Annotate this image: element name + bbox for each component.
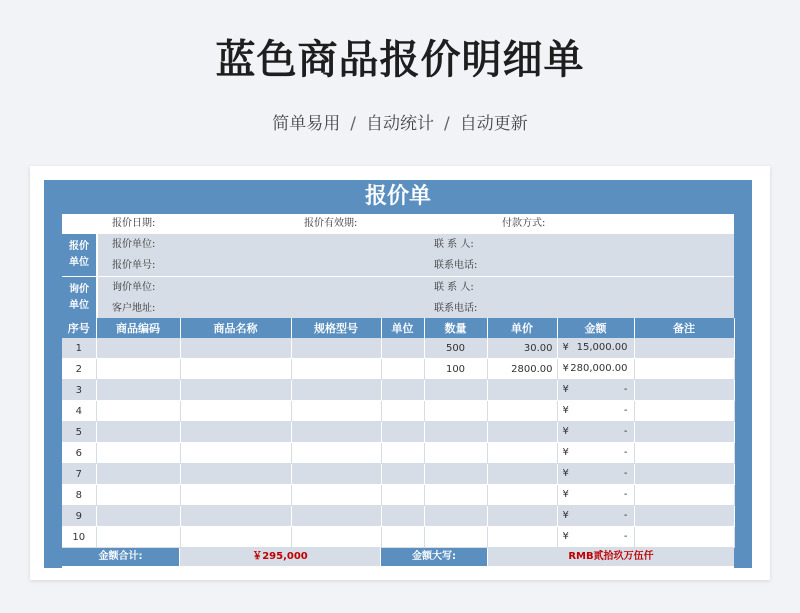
cell-price[interactable] xyxy=(487,506,557,527)
col-header-no: 序号 xyxy=(62,318,96,338)
cell-price[interactable] xyxy=(487,401,557,422)
cell-remark[interactable] xyxy=(634,506,734,527)
cell-spec[interactable] xyxy=(291,359,381,380)
table-row xyxy=(62,359,734,380)
currency-symbol: ¥ xyxy=(562,531,569,542)
valid-period-label[interactable]: 报价有效期: xyxy=(304,218,358,229)
table-row xyxy=(62,401,734,422)
cell-amount[interactable] xyxy=(557,485,634,506)
subtitle-auto-update: 自动更新 xyxy=(459,114,528,134)
cell-name[interactable] xyxy=(180,443,291,464)
cell-amount[interactable] xyxy=(557,527,634,548)
sheet-body xyxy=(62,214,734,568)
amount-value: 280,000.00 xyxy=(570,363,628,374)
inquiry-unit-label[interactable]: 询价单位: xyxy=(112,282,156,293)
cell-remark[interactable] xyxy=(634,338,734,359)
cell-amount[interactable] xyxy=(557,506,634,527)
cell-price[interactable] xyxy=(487,464,557,485)
cell-price[interactable]: 30.00 xyxy=(487,338,557,359)
quote-unit-side-label: 报价 单位 xyxy=(62,234,96,276)
cell-amount[interactable] xyxy=(557,359,634,380)
cell-code[interactable] xyxy=(96,443,180,464)
currency-symbol: ¥ xyxy=(562,342,569,353)
table-row xyxy=(62,422,734,443)
cell-qty[interactable] xyxy=(424,506,487,527)
cell-unit[interactable] xyxy=(381,380,424,401)
currency-symbol: ¥ xyxy=(562,468,569,479)
cell-amount[interactable] xyxy=(557,380,634,401)
cell-unit[interactable] xyxy=(381,443,424,464)
phone-label[interactable]: 联系电话: xyxy=(434,303,478,314)
currency-symbol: ¥ xyxy=(562,426,569,437)
cell-no[interactable]: 8 xyxy=(62,485,96,506)
cell-no[interactable]: 9 xyxy=(62,506,96,527)
quote-no-label[interactable]: 报价单号: xyxy=(112,260,156,271)
amount-value: - xyxy=(623,531,628,542)
cell-qty[interactable] xyxy=(424,380,487,401)
total-value[interactable]: ￥295,000 xyxy=(180,548,380,566)
cell-remark[interactable] xyxy=(634,422,734,443)
quote-meta-row xyxy=(62,214,734,234)
quote-no-line xyxy=(98,255,734,276)
col-header-unit: 单位 xyxy=(381,318,424,338)
cell-name[interactable] xyxy=(180,422,291,443)
cell-qty[interactable] xyxy=(424,443,487,464)
table-row xyxy=(62,443,734,464)
cell-spec[interactable] xyxy=(291,338,381,359)
cell-code[interactable] xyxy=(96,422,180,443)
cell-qty[interactable] xyxy=(424,464,487,485)
cell-unit[interactable] xyxy=(381,338,424,359)
cell-remark[interactable] xyxy=(634,380,734,401)
col-header-code: 商品编码 xyxy=(96,318,180,338)
total-label: 金额合计: xyxy=(62,548,179,566)
cell-amount[interactable] xyxy=(557,464,634,485)
cell-spec[interactable] xyxy=(291,464,381,485)
inquiry-unit-block xyxy=(62,277,734,319)
amount-value: - xyxy=(623,405,628,416)
amount-in-words-label: 金额大写: xyxy=(381,548,487,566)
cell-name[interactable] xyxy=(180,506,291,527)
page-title: 蓝色商品报价明细单 xyxy=(215,37,585,83)
cell-remark[interactable] xyxy=(634,401,734,422)
currency-symbol: ¥ xyxy=(562,510,569,521)
subtitle xyxy=(0,112,800,136)
inquiry-unit-line xyxy=(98,277,734,298)
cell-no[interactable]: 3 xyxy=(62,380,96,401)
cell-name[interactable] xyxy=(180,464,291,485)
currency-symbol: ¥ xyxy=(562,384,569,395)
cell-code[interactable] xyxy=(96,485,180,506)
cell-price[interactable] xyxy=(487,485,557,506)
col-header-amount: 金额 xyxy=(557,318,634,338)
cell-unit[interactable] xyxy=(381,485,424,506)
cell-name[interactable] xyxy=(180,401,291,422)
inquiry-unit-fields xyxy=(98,277,734,319)
quote-unit-label[interactable]: 报价单位: xyxy=(112,239,156,250)
sheet-title: 报价单 xyxy=(364,184,431,209)
cell-unit[interactable] xyxy=(381,401,424,422)
cell-code[interactable] xyxy=(96,401,180,422)
quote-sheet xyxy=(44,180,752,568)
currency-symbol: ¥ xyxy=(562,363,569,374)
currency-symbol: ¥ xyxy=(562,405,569,416)
cell-code[interactable] xyxy=(96,380,180,401)
client-address-line xyxy=(98,298,734,319)
amount-value: - xyxy=(623,426,628,437)
cell-price[interactable] xyxy=(487,422,557,443)
currency-symbol: ¥ xyxy=(562,447,569,458)
amount-value: - xyxy=(623,510,628,521)
cell-price[interactable] xyxy=(487,443,557,464)
cell-qty[interactable]: 500 xyxy=(424,338,487,359)
cell-price[interactable] xyxy=(487,527,557,548)
cell-qty[interactable] xyxy=(424,527,487,548)
cell-spec[interactable] xyxy=(291,485,381,506)
cell-code[interactable] xyxy=(96,506,180,527)
subtitle-auto-stat: 自动统计 xyxy=(366,114,434,134)
cell-unit[interactable] xyxy=(381,527,424,548)
cell-price[interactable]: 2800.00 xyxy=(487,359,557,380)
cell-qty[interactable] xyxy=(424,485,487,506)
cell-amount[interactable] xyxy=(557,422,634,443)
cell-qty[interactable] xyxy=(424,422,487,443)
cell-no[interactable]: 10 xyxy=(62,527,96,548)
cell-price[interactable] xyxy=(487,380,557,401)
cell-remark[interactable] xyxy=(634,443,734,464)
cell-spec[interactable] xyxy=(291,527,381,548)
cell-name[interactable] xyxy=(180,380,291,401)
table-row xyxy=(62,380,734,401)
items-table xyxy=(62,318,735,548)
cell-spec[interactable] xyxy=(291,443,381,464)
cell-no[interactable]: 1 xyxy=(62,338,96,359)
amount-value: - xyxy=(623,468,628,479)
document-card xyxy=(30,166,770,580)
cell-spec[interactable] xyxy=(291,380,381,401)
col-header-qty: 数量 xyxy=(424,318,487,338)
cell-remark[interactable] xyxy=(634,464,734,485)
cell-amount[interactable] xyxy=(557,443,634,464)
currency-symbol: ¥ xyxy=(562,489,569,500)
quote-unit-fields xyxy=(98,234,734,276)
col-header-spec: 规格型号 xyxy=(291,318,381,338)
cell-spec[interactable] xyxy=(291,422,381,443)
amount-value: 15,000.00 xyxy=(576,342,628,353)
col-header-name: 商品名称 xyxy=(180,318,291,338)
subtitle-separator: / xyxy=(350,114,356,134)
cell-code[interactable] xyxy=(96,338,180,359)
subtitle-separator: / xyxy=(444,114,450,134)
contact-label[interactable]: 联 系 人: xyxy=(434,239,474,250)
cell-spec[interactable] xyxy=(291,506,381,527)
inquiry-unit-side-label: 询价 单位 xyxy=(62,277,96,319)
client-address-label[interactable]: 客户地址: xyxy=(112,303,156,314)
table-row xyxy=(62,338,734,359)
cell-name[interactable] xyxy=(180,527,291,548)
cell-code[interactable] xyxy=(96,527,180,548)
table-row xyxy=(62,485,734,506)
payment-method-label[interactable]: 付款方式: xyxy=(502,218,546,229)
cell-name[interactable] xyxy=(180,359,291,380)
cell-no[interactable]: 2 xyxy=(62,359,96,380)
table-header-row xyxy=(62,318,734,338)
cell-amount[interactable] xyxy=(557,401,634,422)
phone-label[interactable]: 联系电话: xyxy=(434,260,478,271)
quote-date-label[interactable]: 报价日期: xyxy=(112,218,156,229)
cell-no[interactable]: 7 xyxy=(62,464,96,485)
cell-no[interactable]: 4 xyxy=(62,401,96,422)
cell-unit[interactable] xyxy=(381,422,424,443)
subtitle-easy: 简单易用 xyxy=(272,114,341,134)
table-row xyxy=(62,464,734,485)
cell-name[interactable] xyxy=(180,485,291,506)
cell-remark[interactable] xyxy=(634,485,734,506)
contact-label[interactable]: 联 系 人: xyxy=(434,282,474,293)
cell-no[interactable]: 5 xyxy=(62,422,96,443)
cell-unit[interactable] xyxy=(381,464,424,485)
table-row xyxy=(62,527,734,548)
cell-remark[interactable] xyxy=(634,359,734,380)
cell-spec[interactable] xyxy=(291,401,381,422)
cell-code[interactable] xyxy=(96,359,180,380)
cell-qty[interactable]: 100 xyxy=(424,359,487,380)
totals-row xyxy=(62,548,734,568)
cell-remark[interactable] xyxy=(634,527,734,548)
cell-amount[interactable] xyxy=(557,338,634,359)
quote-unit-block xyxy=(62,234,734,276)
table-body xyxy=(62,338,734,548)
amount-in-words-value[interactable]: RMB贰拾玖万伍仟 xyxy=(488,548,734,566)
cell-name[interactable] xyxy=(180,338,291,359)
col-header-remark: 备注 xyxy=(634,318,734,338)
quote-unit-line xyxy=(98,234,734,255)
amount-value: - xyxy=(623,447,628,458)
col-header-price: 单价 xyxy=(487,318,557,338)
cell-unit[interactable] xyxy=(381,506,424,527)
amount-value: - xyxy=(623,384,628,395)
cell-code[interactable] xyxy=(96,464,180,485)
table-row xyxy=(62,506,734,527)
cell-no[interactable]: 6 xyxy=(62,443,96,464)
cell-unit[interactable] xyxy=(381,359,424,380)
cell-qty[interactable] xyxy=(424,401,487,422)
amount-value: - xyxy=(623,489,628,500)
